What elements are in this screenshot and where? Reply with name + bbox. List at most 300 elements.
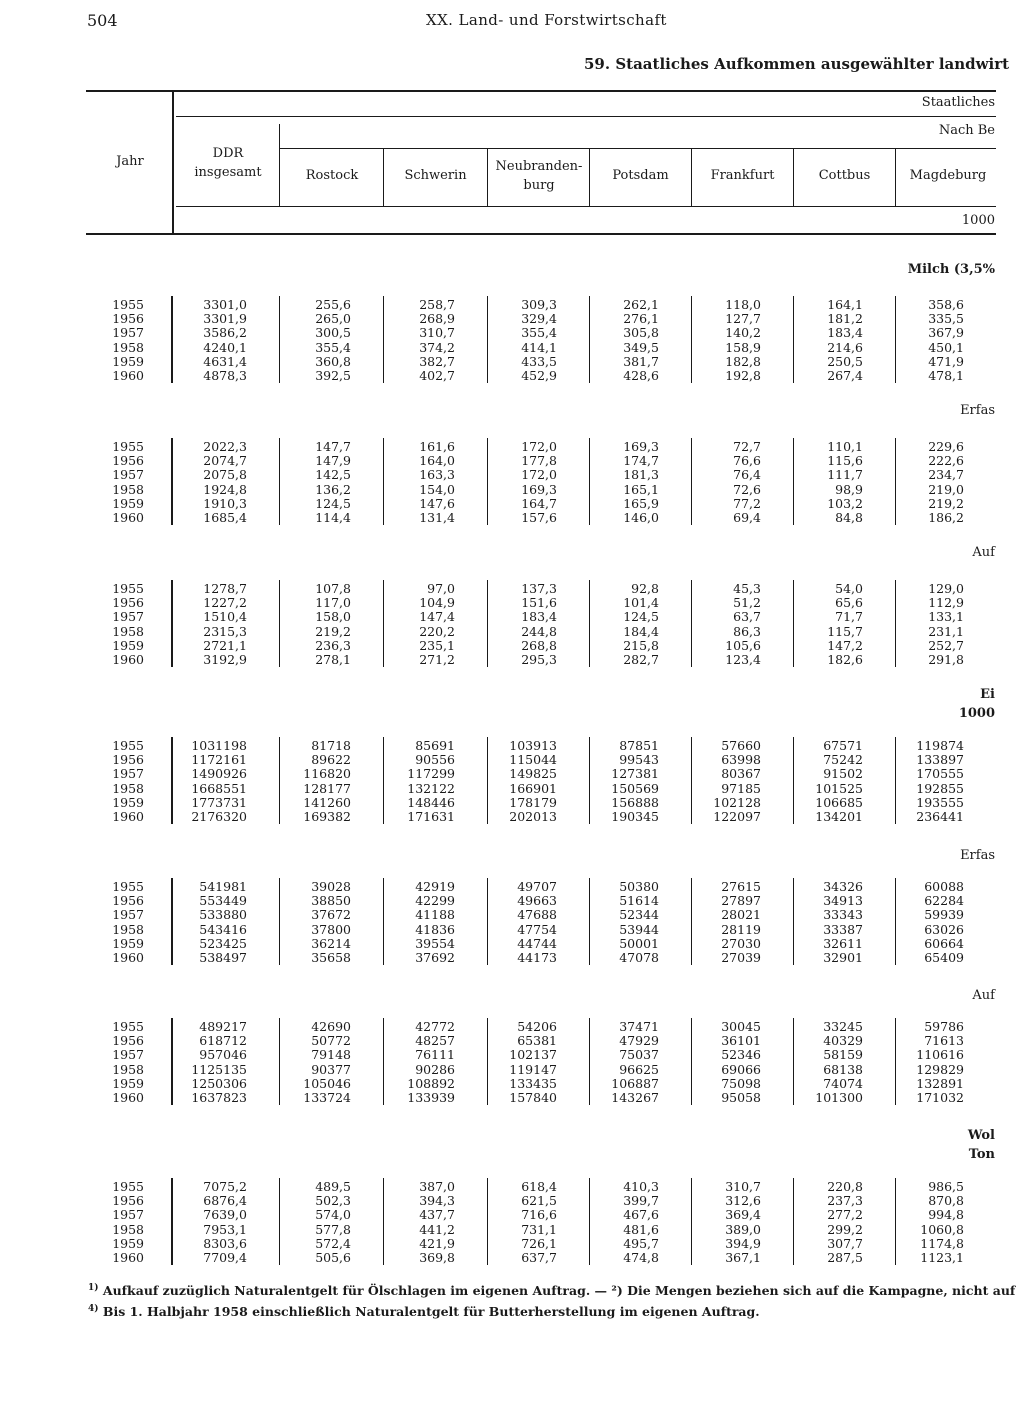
table-cell: 110,1 — [827, 439, 863, 454]
table-cell: 726,1 — [521, 1235, 557, 1251]
table-cell: 103913 — [509, 738, 557, 753]
table-cell: 192855 — [916, 780, 964, 796]
table-cell: 37692 — [415, 950, 455, 965]
jahr-divider — [172, 91, 174, 234]
table-row — [0, 1180, 1024, 1194]
table-cell: 51,2 — [733, 595, 761, 611]
table-row — [0, 767, 1024, 781]
table-row — [0, 1063, 1024, 1077]
table-cell: 169,3 — [521, 481, 557, 497]
table-cell: 52346 — [721, 1047, 761, 1063]
row-year: 1958 — [112, 1061, 144, 1077]
table-cell: 410,3 — [623, 1179, 659, 1194]
table-cell: 394,3 — [419, 1193, 455, 1209]
table-cell: 231,1 — [928, 623, 964, 639]
table-cell: 2074,7 — [203, 453, 247, 469]
table-cell: 128177 — [303, 780, 351, 796]
table-cell: 489217 — [199, 1019, 247, 1034]
table-row — [0, 894, 1024, 908]
table-cell: 572,4 — [315, 1235, 351, 1251]
table-cell: 367,1 — [725, 1250, 761, 1265]
col-divider — [895, 149, 896, 206]
table-cell: 68138 — [823, 1061, 863, 1077]
col-divider — [589, 149, 590, 206]
table-cell: 452,9 — [521, 368, 557, 383]
table-cell: 38850 — [311, 893, 351, 909]
table-cell: 51614 — [619, 893, 659, 909]
table-cell: 30045 — [721, 1019, 761, 1034]
row-year: 1959 — [112, 353, 144, 369]
table-cell: 467,6 — [623, 1207, 659, 1223]
table-cell: 1123,1 — [920, 1250, 964, 1265]
table-cell: 67571 — [823, 738, 863, 753]
row-year: 1957 — [112, 609, 144, 625]
col-header-neubrandenburg: Neubranden- burg — [495, 159, 583, 193]
table-cell: 1685,4 — [203, 510, 247, 525]
table-cell: 163,3 — [419, 467, 455, 483]
table-cell: 124,5 — [315, 495, 351, 511]
table-cell: 71,7 — [835, 609, 863, 625]
table-cell: 37800 — [311, 921, 351, 937]
table-cell: 170555 — [916, 766, 964, 782]
section-label: Ei — [980, 687, 995, 702]
table-cell: 36101 — [721, 1033, 761, 1049]
table-cell: 123,4 — [725, 652, 761, 667]
col-divider — [691, 149, 692, 206]
table-cell: 387,0 — [419, 1179, 455, 1194]
table-cell: 28021 — [721, 907, 761, 923]
table-cell: 27030 — [721, 935, 761, 951]
row-year: 1957 — [112, 766, 144, 782]
table-cell: 305,8 — [623, 325, 659, 341]
row-year: 1959 — [112, 794, 144, 810]
table-cell: 295,3 — [521, 652, 557, 667]
table-cell: 44744 — [517, 935, 557, 951]
table-cell: 87851 — [619, 738, 659, 753]
table-cell: 106685 — [815, 794, 863, 810]
table-row — [0, 782, 1024, 796]
table-cell: 986,5 — [928, 1179, 964, 1194]
table-cell: 32901 — [823, 950, 863, 965]
section-unit: 1000 — [958, 706, 995, 721]
table-cell: 577,8 — [315, 1221, 351, 1237]
row-year: 1959 — [112, 1075, 144, 1091]
col-divider — [487, 149, 488, 206]
footnote-1: $^{1)}$ Aufkauf zuzüglich Naturalentgelt für Ölschlagen im eigenen Auftrag. — ²) Die Mengen beziehen sich auf die Kampagne, nicht auf — [88, 1283, 1016, 1299]
table-cell: 76111 — [415, 1047, 455, 1063]
row-year: 1955 — [112, 1179, 144, 1194]
table-cell: 133435 — [509, 1075, 557, 1091]
table-cell: 63026 — [924, 921, 964, 937]
table-cell: 102137 — [509, 1047, 557, 1063]
table-cell: 7709,4 — [203, 1250, 247, 1265]
col-header-cottbus: Cottbus — [818, 168, 871, 183]
table-row — [0, 753, 1024, 767]
table-cell: 381,7 — [623, 353, 659, 369]
table-cell: 2075,8 — [203, 467, 247, 483]
table-row — [0, 1237, 1024, 1251]
table-cell: 4631,4 — [203, 353, 247, 369]
table-cell: 1125135 — [191, 1061, 247, 1077]
table-cell: 63,7 — [733, 609, 761, 625]
table-cell: 202013 — [509, 809, 557, 824]
table-cell: 97,0 — [427, 581, 455, 596]
col-header-potsdam: Potsdam — [612, 168, 669, 183]
table-cell: 42299 — [415, 893, 455, 909]
row-year: 1960 — [112, 809, 144, 824]
table-cell: 119147 — [509, 1061, 557, 1077]
table-cell: 40329 — [823, 1033, 863, 1049]
table-cell: 127381 — [611, 766, 659, 782]
row-year: 1955 — [112, 581, 144, 596]
table-cell: 276,1 — [623, 311, 659, 327]
table-cell: 157840 — [509, 1090, 557, 1105]
table-cell: 27615 — [721, 879, 761, 894]
table-cell: 41188 — [415, 907, 455, 923]
table-cell: 268,9 — [419, 311, 455, 327]
table-cell: 69066 — [721, 1061, 761, 1077]
table-cell: 99543 — [619, 752, 659, 768]
table-cell: 471,9 — [928, 353, 964, 369]
table-cell: 164,1 — [827, 297, 863, 312]
table-cell: 271,2 — [419, 652, 455, 667]
table-cell: 7075,2 — [203, 1179, 247, 1194]
table-cell: 106887 — [611, 1075, 659, 1091]
table-cell: 219,2 — [315, 623, 351, 639]
table-cell: 450,1 — [928, 339, 964, 355]
section-label: Auf — [972, 988, 995, 1003]
table-cell: 76,4 — [733, 467, 761, 483]
table-cell: 2721,1 — [203, 637, 247, 653]
footnote-4: $^{4)}$ Bis 1. Halbjahr 1958 einschließlich Naturalentgelt für Butterherstellung im eigenen Auftrag. — [88, 1304, 760, 1320]
section-label: Erfas — [960, 848, 995, 863]
table-cell: 282,7 — [623, 652, 659, 667]
table-cell: 335,5 — [928, 311, 964, 327]
row-year: 1957 — [112, 325, 144, 341]
table-cell: 79148 — [311, 1047, 351, 1063]
table-cell: 27897 — [721, 893, 761, 909]
table-cell: 618712 — [199, 1033, 247, 1049]
table-cell: 76,6 — [733, 453, 761, 469]
table-cell: 1773731 — [191, 794, 247, 810]
table-cell: 102128 — [713, 794, 761, 810]
table-cell: 214,6 — [827, 339, 863, 355]
table-cell: 164,7 — [521, 495, 557, 511]
table-cell: 157,6 — [521, 510, 557, 525]
table-cell: 142,5 — [315, 467, 351, 483]
row-year: 1956 — [112, 752, 144, 768]
table-cell: 6876,4 — [203, 1193, 247, 1209]
page-number: 504 — [87, 11, 118, 30]
row-year: 1955 — [112, 297, 144, 312]
table-cell: 174,7 — [623, 453, 659, 469]
table-cell: 117,0 — [315, 595, 351, 611]
table-cell: 101,4 — [623, 595, 659, 611]
table-cell: 65,6 — [835, 595, 863, 611]
table-cell: 49707 — [517, 879, 557, 894]
row-year: 1960 — [112, 510, 144, 525]
table-row — [0, 1077, 1024, 1091]
table-cell: 957046 — [199, 1047, 247, 1063]
table-row — [0, 653, 1024, 667]
table-cell: 237,3 — [827, 1193, 863, 1209]
row-year: 1958 — [112, 1221, 144, 1237]
table-cell: 104,9 — [419, 595, 455, 611]
table-cell: 312,6 — [725, 1193, 761, 1209]
table-cell: 37471 — [619, 1019, 659, 1034]
row-year: 1957 — [112, 907, 144, 923]
table-cell: 105046 — [303, 1075, 351, 1091]
row-year: 1959 — [112, 495, 144, 511]
table-cell: 382,7 — [419, 353, 455, 369]
table-cell: 57660 — [721, 738, 761, 753]
table-cell: 111,7 — [827, 467, 863, 483]
table-cell: 8303,6 — [203, 1235, 247, 1251]
table-cell: 183,4 — [521, 609, 557, 625]
table-cell: 133939 — [407, 1090, 455, 1105]
table-cell: 389,0 — [725, 1221, 761, 1237]
table-cell: 268,8 — [521, 637, 557, 653]
table-cell: 220,8 — [827, 1179, 863, 1194]
table-cell: 1227,2 — [203, 595, 247, 611]
table-row — [0, 625, 1024, 639]
table-cell: 74074 — [823, 1075, 863, 1091]
section-unit: Ton — [968, 1147, 995, 1162]
row-year: 1955 — [112, 439, 144, 454]
ddr-divider — [279, 124, 280, 206]
table-cell: 149825 — [509, 766, 557, 782]
table-cell: 1060,8 — [920, 1221, 964, 1237]
col-header-rostock: Rostock — [305, 168, 359, 183]
table-row — [0, 951, 1024, 965]
table-cell: 107,8 — [315, 581, 351, 596]
table-cell: 69,4 — [733, 510, 761, 525]
table-cell: 71613 — [924, 1033, 964, 1049]
table-cell: 85691 — [415, 738, 455, 753]
table-cell: 219,0 — [928, 481, 964, 497]
table-cell: 2176320 — [191, 809, 247, 824]
table-row — [0, 1034, 1024, 1048]
table-cell: 374,2 — [419, 339, 455, 355]
row-year: 1960 — [112, 1250, 144, 1265]
table-cell: 181,3 — [623, 467, 659, 483]
table-cell: 2315,3 — [203, 623, 247, 639]
row-year: 1955 — [112, 1019, 144, 1034]
header-bottom-rule — [86, 233, 996, 235]
table-cell: 505,6 — [315, 1250, 351, 1265]
table-cell: 255,6 — [315, 297, 351, 312]
table-cell: 236441 — [916, 809, 964, 824]
table-row — [0, 497, 1024, 511]
table-cell: 310,7 — [419, 325, 455, 341]
table-cell: 994,8 — [928, 1207, 964, 1223]
table-row — [0, 454, 1024, 468]
header-top-rule — [86, 90, 996, 92]
table-cell: 1031198 — [191, 738, 247, 753]
table-cell: 278,1 — [315, 652, 351, 667]
table-cell: 112,9 — [928, 595, 964, 611]
table-cell: 86,3 — [733, 623, 761, 639]
table-row — [0, 355, 1024, 369]
row-year: 1958 — [112, 481, 144, 497]
row-year: 1960 — [112, 652, 144, 667]
table-row — [0, 1251, 1024, 1265]
table-cell: 115,6 — [827, 453, 863, 469]
row-year: 1960 — [112, 368, 144, 383]
table-cell: 151,6 — [521, 595, 557, 611]
table-cell: 65381 — [517, 1033, 557, 1049]
table-cell: 156888 — [611, 794, 659, 810]
table-cell: 1250306 — [191, 1075, 247, 1091]
table-cell: 481,6 — [623, 1221, 659, 1237]
table-cell: 538497 — [199, 950, 247, 965]
table-row — [0, 596, 1024, 610]
table-cell: 621,5 — [521, 1193, 557, 1209]
row-year: 1956 — [112, 893, 144, 909]
table-cell: 90556 — [415, 752, 455, 768]
table-row — [0, 298, 1024, 312]
row-year: 1960 — [112, 950, 144, 965]
table-cell: 1910,3 — [203, 495, 247, 511]
table-cell: 89622 — [311, 752, 351, 768]
table-cell: 183,4 — [827, 325, 863, 341]
table-row — [0, 1223, 1024, 1237]
table-cell: 220,2 — [419, 623, 455, 639]
table-cell: 116820 — [303, 766, 351, 782]
table-cell: 369,8 — [419, 1250, 455, 1265]
table-cell: 2022,3 — [203, 439, 247, 454]
col-header-magdeburg: Magdeburg — [909, 168, 987, 183]
table-cell: 132891 — [916, 1075, 964, 1091]
row-year: 1957 — [112, 467, 144, 483]
table-row — [0, 937, 1024, 951]
row-year: 1956 — [112, 1033, 144, 1049]
table-cell: 358,6 — [928, 297, 964, 312]
table-cell: 171032 — [916, 1090, 964, 1105]
table-cell: 141260 — [303, 794, 351, 810]
table-cell: 181,2 — [827, 311, 863, 327]
table-cell: 299,2 — [827, 1221, 863, 1237]
table-cell: 134201 — [815, 809, 863, 824]
table-cell: 574,0 — [315, 1207, 351, 1223]
table-cell: 1510,4 — [203, 609, 247, 625]
table-cell: 52344 — [619, 907, 659, 923]
table-row — [0, 1194, 1024, 1208]
table-cell: 28119 — [721, 921, 761, 937]
table-cell: 1924,8 — [203, 481, 247, 497]
table-cell: 533880 — [199, 907, 247, 923]
table-cell: 127,7 — [725, 311, 761, 327]
table-row — [0, 1208, 1024, 1222]
table-cell: 414,1 — [521, 339, 557, 355]
table-cell: 192,8 — [725, 368, 761, 383]
row-year: 1959 — [112, 637, 144, 653]
row-year: 1960 — [112, 1090, 144, 1105]
header-sub-rule — [176, 116, 996, 117]
table-cell: 158,9 — [725, 339, 761, 355]
table-cell: 870,8 — [928, 1193, 964, 1209]
table-cell: 421,9 — [419, 1235, 455, 1251]
table-cell: 50380 — [619, 879, 659, 894]
table-cell: 108892 — [407, 1075, 455, 1091]
table-cell: 115,7 — [827, 623, 863, 639]
table-cell: 402,7 — [419, 368, 455, 383]
table-cell: 1490926 — [191, 766, 247, 782]
chapter-title: XX. Land- und Forstwirtschaft — [426, 11, 667, 29]
table-cell: 502,3 — [315, 1193, 351, 1209]
table-cell: 59939 — [924, 907, 964, 923]
table-cell: 101525 — [815, 780, 863, 796]
table-cell: 1278,7 — [203, 581, 247, 596]
table-cell: 1172161 — [191, 752, 247, 768]
table-cell: 133,1 — [928, 609, 964, 625]
table-cell: 150569 — [611, 780, 659, 796]
table-cell: 27039 — [721, 950, 761, 965]
section-label: Auf — [972, 545, 995, 560]
table-cell: 47754 — [517, 921, 557, 937]
table-cell: 169382 — [303, 809, 351, 824]
table-cell: 147,9 — [315, 453, 351, 469]
table-cell: 369,4 — [725, 1207, 761, 1223]
table-cell: 34913 — [823, 893, 863, 909]
table-cell: 92,8 — [631, 581, 659, 596]
row-year: 1959 — [112, 1235, 144, 1251]
header-staatliches: Staatliches — [921, 95, 995, 110]
table-cell: 236,3 — [315, 637, 351, 653]
row-year: 1955 — [112, 879, 144, 894]
table-cell: 34326 — [823, 879, 863, 894]
table-cell: 7953,1 — [203, 1221, 247, 1237]
table-cell: 133724 — [303, 1090, 351, 1105]
table-cell: 300,5 — [315, 325, 351, 341]
table-cell: 148446 — [407, 794, 455, 810]
table-cell: 47688 — [517, 907, 557, 923]
table-cell: 541981 — [199, 879, 247, 894]
row-year: 1957 — [112, 1047, 144, 1063]
table-cell: 45,3 — [733, 581, 761, 596]
table-cell: 117299 — [407, 766, 455, 782]
section-label: Milch (3,5% — [907, 262, 995, 277]
table-row — [0, 739, 1024, 753]
table-cell: 433,5 — [521, 353, 557, 369]
table-cell: 59786 — [924, 1019, 964, 1034]
table-cell: 329,4 — [521, 311, 557, 327]
table-cell: 47078 — [619, 950, 659, 965]
table-cell: 147,7 — [315, 439, 351, 454]
table-cell: 36214 — [311, 935, 351, 951]
table-cell: 277,2 — [827, 1207, 863, 1223]
table-row — [0, 639, 1024, 653]
table-cell: 219,2 — [928, 495, 964, 511]
col-divider — [383, 149, 384, 206]
table-cell: 132122 — [407, 780, 455, 796]
table-cell: 178179 — [509, 794, 557, 810]
table-cell: 4878,3 — [203, 368, 247, 383]
table-cell: 33343 — [823, 907, 863, 923]
table-cell: 244,8 — [521, 623, 557, 639]
table-cell: 54,0 — [835, 581, 863, 596]
table-cell: 3586,2 — [203, 325, 247, 341]
table-cell: 39554 — [415, 935, 455, 951]
table-cell: 53944 — [619, 921, 659, 937]
table-cell: 164,0 — [419, 453, 455, 469]
table-cell: 147,6 — [419, 495, 455, 511]
table-cell: 140,2 — [725, 325, 761, 341]
table-cell: 355,4 — [315, 339, 351, 355]
table-cell: 234,7 — [928, 467, 964, 483]
table-cell: 262,1 — [623, 297, 659, 312]
table-cell: 105,6 — [725, 637, 761, 653]
